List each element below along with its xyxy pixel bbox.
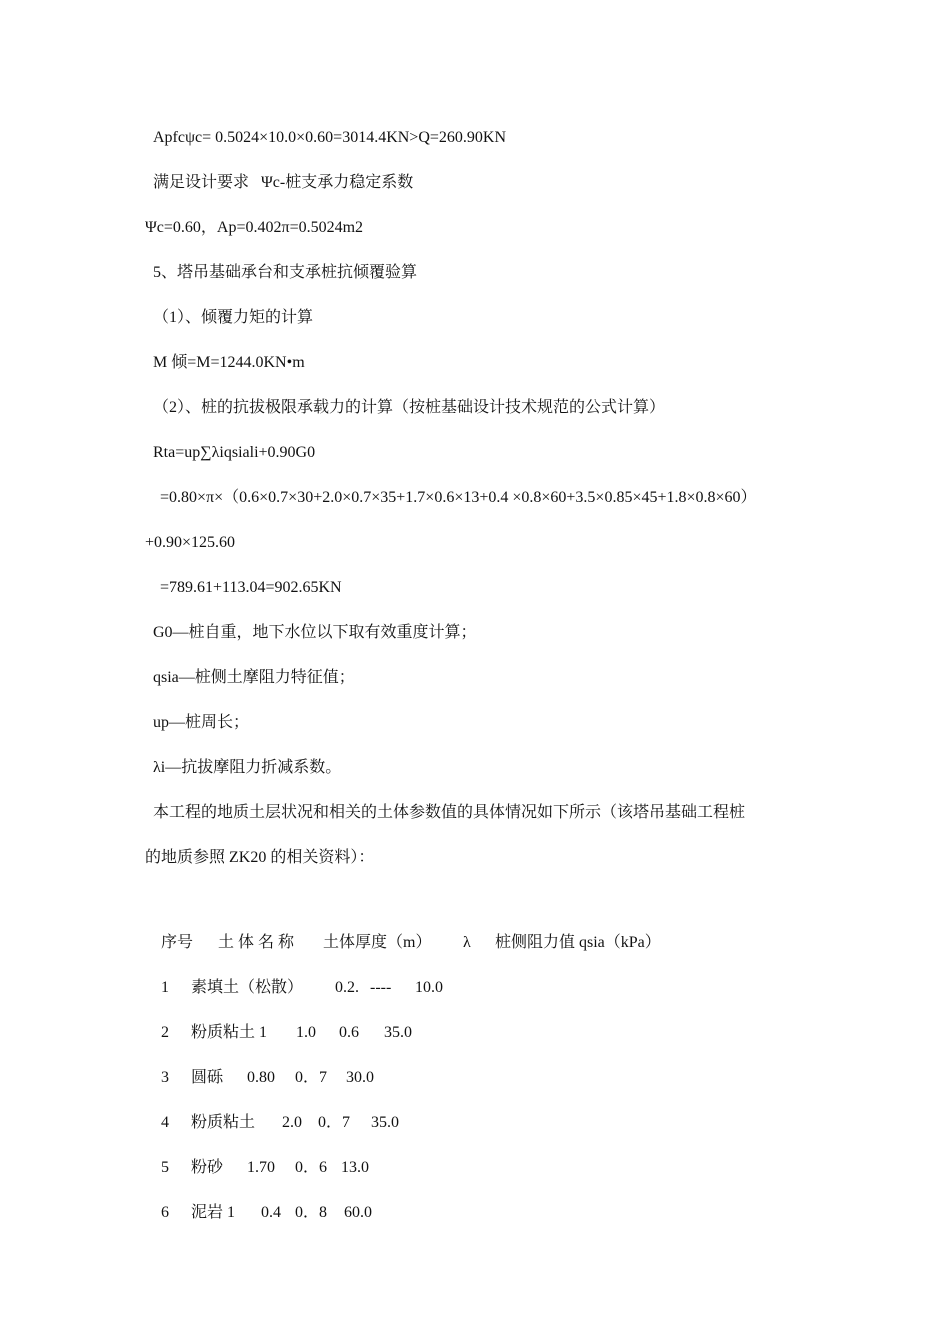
- table-header: [145, 913, 661, 951]
- formula-moment: M 倾=M=1244.0KN•m: [153, 354, 305, 371]
- table-row: 2 粉质粘土 1 1.0 0.6 35.0: [161, 1024, 412, 1041]
- design-requirement-text: 满足设计要求 Ψc-桩支承力稳定系数: [153, 174, 414, 191]
- header-thickness: 土体厚度（m）: [323, 934, 432, 951]
- header-soil-name: 土 体 名 称: [218, 934, 295, 951]
- formula-rta: Rta=up∑λiqsiali+0.90G0: [153, 444, 316, 461]
- definition-lambda: λi—抗拔摩阻力折减系数。: [153, 759, 342, 776]
- header-qsia: 桩侧阻力值 qsia（kPa）: [495, 934, 661, 951]
- formula-apfc: Apfcψc= 0.5024×10.0×0.60=3014.4KN>Q=260.90KN: [153, 129, 507, 146]
- table-row: 4 粉质粘土 2.0 0．7 35.0: [161, 1114, 399, 1131]
- header-index: 序号: [161, 934, 194, 951]
- definition-g0: G0—桩自重，地下水位以下取有效重度计算；: [153, 624, 477, 641]
- table-row: 5 粉砂 1.70 0．6 13.0: [161, 1159, 369, 1176]
- definition-qsia: qsia—桩侧土摩阻力特征值；: [153, 669, 355, 686]
- definition-up: up—桩周长；: [153, 714, 250, 731]
- subsection-heading-2: （2）、桩的抗拔极限承载力的计算（按桩基础设计技术规范的公式计算）: [153, 399, 666, 416]
- formula-psi-ap: Ψc=0.60，Ap=0.402π=0.5024m2: [145, 219, 364, 236]
- formula-rta-expansion: =0.80×π×（0.6×0.7×30+2.0×0.7×35+1.7×0.6×13+0.4 ×0.8×60+3.5×0.85×45+1.8×0.8×60）: [160, 489, 757, 506]
- header-lambda: λ: [463, 934, 471, 951]
- formula-rta-result: =789.61+113.04=902.65KN: [160, 579, 342, 596]
- table-row: 3 圆砾 0.80 0．7 30.0: [161, 1069, 374, 1086]
- paragraph-geology: 本工程的地质土层状况和相关的土体参数值的具体情况如下所示（该塔吊基础工程桩: [153, 804, 746, 821]
- formula-rta-continuation: +0.90×125.60: [145, 534, 236, 551]
- subsection-heading-1: （1）、倾覆力矩的计算: [153, 309, 314, 326]
- section-heading-5: 5、塔吊基础承台和支承桩抗倾覆验算: [153, 264, 418, 281]
- table-row: 6 泥岩 1 0.4 0．8 60.0: [161, 1204, 372, 1221]
- paragraph-geology-continuation: 的地质参照 ZK20 的相关资料）：: [145, 849, 375, 866]
- table-row: 1 素填土（松散） 0.2. ---- 10.0: [161, 979, 443, 996]
